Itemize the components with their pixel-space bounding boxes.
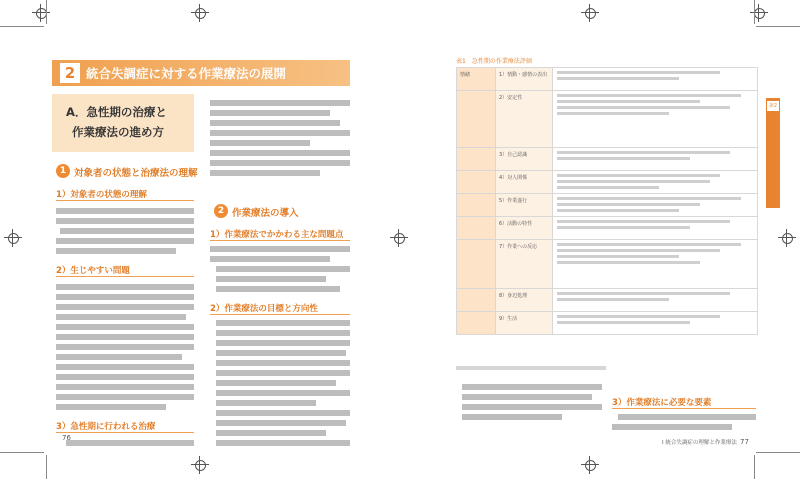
text-line xyxy=(56,238,194,244)
subheading: 2）生じやすい問題 xyxy=(56,266,130,276)
section-number: 2 xyxy=(214,204,228,218)
text-line xyxy=(56,404,166,410)
text-line xyxy=(210,256,330,262)
subheading: 1）対象者の状態の理解 xyxy=(56,190,147,200)
text-line xyxy=(56,344,194,350)
table-row xyxy=(457,171,758,194)
text-line xyxy=(618,414,756,420)
table-cell: 5）作業遂行 xyxy=(499,198,528,204)
table-row xyxy=(457,148,758,171)
text-line xyxy=(216,340,350,346)
text-line xyxy=(56,354,182,360)
running-footer: Ⅰ 統合失調症の理解と作業療法 xyxy=(662,440,737,446)
registration-mark xyxy=(191,456,209,474)
section-title: 対象者の状態と治療法の理解 xyxy=(74,168,198,179)
chapter-banner xyxy=(52,60,350,86)
text-line xyxy=(462,384,602,390)
text-line xyxy=(56,218,194,224)
trim-mark xyxy=(756,26,800,27)
table-cell: 1）情動・感情の表出 xyxy=(499,72,548,78)
text-line xyxy=(216,266,350,272)
text-line xyxy=(56,394,194,400)
text-line xyxy=(216,320,350,326)
text-line xyxy=(462,404,602,410)
registration-mark xyxy=(32,4,50,22)
subheading-rule xyxy=(56,276,194,277)
table-row xyxy=(457,194,758,217)
chapter-number: 2 xyxy=(60,63,80,83)
table-cell: 8）身辺処理 xyxy=(499,293,528,299)
table-row xyxy=(457,217,758,240)
registration-mark xyxy=(581,456,599,474)
trim-mark xyxy=(46,455,47,479)
text-line xyxy=(216,410,350,416)
text-line xyxy=(66,440,194,446)
text-line xyxy=(56,208,194,214)
text-line xyxy=(60,228,194,234)
text-line xyxy=(216,276,326,282)
chapter-side-tab xyxy=(766,98,780,208)
table-row xyxy=(457,289,758,312)
table-cell: 9）生活 xyxy=(499,316,518,322)
text-line xyxy=(56,294,194,300)
section-number: 1 xyxy=(56,164,70,178)
page-number: 77 xyxy=(740,438,749,446)
trim-mark xyxy=(754,455,755,479)
text-line xyxy=(216,380,336,386)
text-line xyxy=(216,400,316,406)
subheading-rule xyxy=(56,200,194,201)
text-line xyxy=(210,170,320,176)
text-line xyxy=(56,248,176,254)
trim-mark xyxy=(46,0,47,24)
text-line xyxy=(216,286,340,292)
text-line xyxy=(216,420,346,426)
text-line xyxy=(210,100,350,106)
section-a-box xyxy=(52,94,194,152)
section-a-title-line2: 作業療法の進め方 xyxy=(72,125,164,139)
registration-mark xyxy=(778,229,796,247)
table-cell: 2）安定性 xyxy=(499,95,523,101)
registration-mark xyxy=(750,4,768,22)
subheading-rule xyxy=(56,432,194,433)
text-line xyxy=(210,140,310,146)
text-line xyxy=(56,314,186,320)
text-line xyxy=(210,120,340,126)
registration-mark xyxy=(191,4,209,22)
text-line xyxy=(56,384,194,390)
text-line xyxy=(216,370,350,376)
text-line xyxy=(462,394,592,400)
table-cell: 6）活動の特性 xyxy=(499,221,533,227)
table-cell: 7）作業への反応 xyxy=(499,244,538,250)
section-a-title-line1: A．急性期の治療と xyxy=(66,105,167,119)
registration-mark xyxy=(390,229,408,247)
text-line xyxy=(216,360,350,366)
right-page xyxy=(422,30,756,450)
page-number: 76 xyxy=(62,434,71,442)
subheading-rule xyxy=(612,408,756,409)
text-line xyxy=(216,390,350,396)
table-cell: 3）自己認識 xyxy=(499,152,528,158)
text-line xyxy=(56,334,194,340)
text-line xyxy=(216,440,350,446)
text-line xyxy=(210,246,350,252)
text-line xyxy=(56,374,194,380)
text-line xyxy=(612,424,732,430)
subheading: 1）作業療法でかかわる主な問題点 xyxy=(210,230,344,240)
trim-mark xyxy=(754,0,755,24)
subheading: 3）急性期に行われる治療 xyxy=(56,422,156,432)
registration-mark xyxy=(581,4,599,22)
text-line xyxy=(210,150,350,156)
section-heading xyxy=(56,164,206,180)
text-line xyxy=(56,324,194,330)
side-tab-number: 第2章 xyxy=(768,103,778,119)
subheading: 3）作業療法に必要な要素 xyxy=(612,398,712,408)
section-title: 作業療法の導入 xyxy=(232,208,299,219)
trim-mark xyxy=(756,452,800,453)
text-line xyxy=(462,414,562,420)
subheading: 2）作業療法の目標と方向性 xyxy=(210,304,318,314)
trim-mark xyxy=(0,26,44,27)
table-cell: 情緒 xyxy=(460,72,471,78)
table-row xyxy=(457,240,758,289)
table-row xyxy=(457,91,758,148)
subheading-rule xyxy=(210,314,350,315)
text-line xyxy=(216,330,350,336)
chapter-title: 統合失調症に対する作業療法の展開 xyxy=(86,66,287,81)
registration-mark xyxy=(4,229,22,247)
trim-mark xyxy=(0,452,44,453)
table-row xyxy=(457,312,758,335)
left-page xyxy=(52,30,372,450)
text-line xyxy=(216,430,326,436)
evaluation-table xyxy=(456,67,758,335)
subheading-rule xyxy=(210,240,350,241)
text-line xyxy=(210,130,350,136)
table-note xyxy=(456,366,606,370)
section-heading xyxy=(214,204,354,220)
text-line xyxy=(56,364,194,370)
text-line xyxy=(210,160,350,166)
text-line xyxy=(210,110,330,116)
table-row xyxy=(457,68,758,91)
text-line xyxy=(56,284,194,290)
text-line xyxy=(216,350,346,356)
text-line xyxy=(56,304,194,310)
table-cell: 4）対人関係 xyxy=(499,175,528,181)
table-caption: 表1 急性期の作業療法評価 xyxy=(456,58,532,65)
